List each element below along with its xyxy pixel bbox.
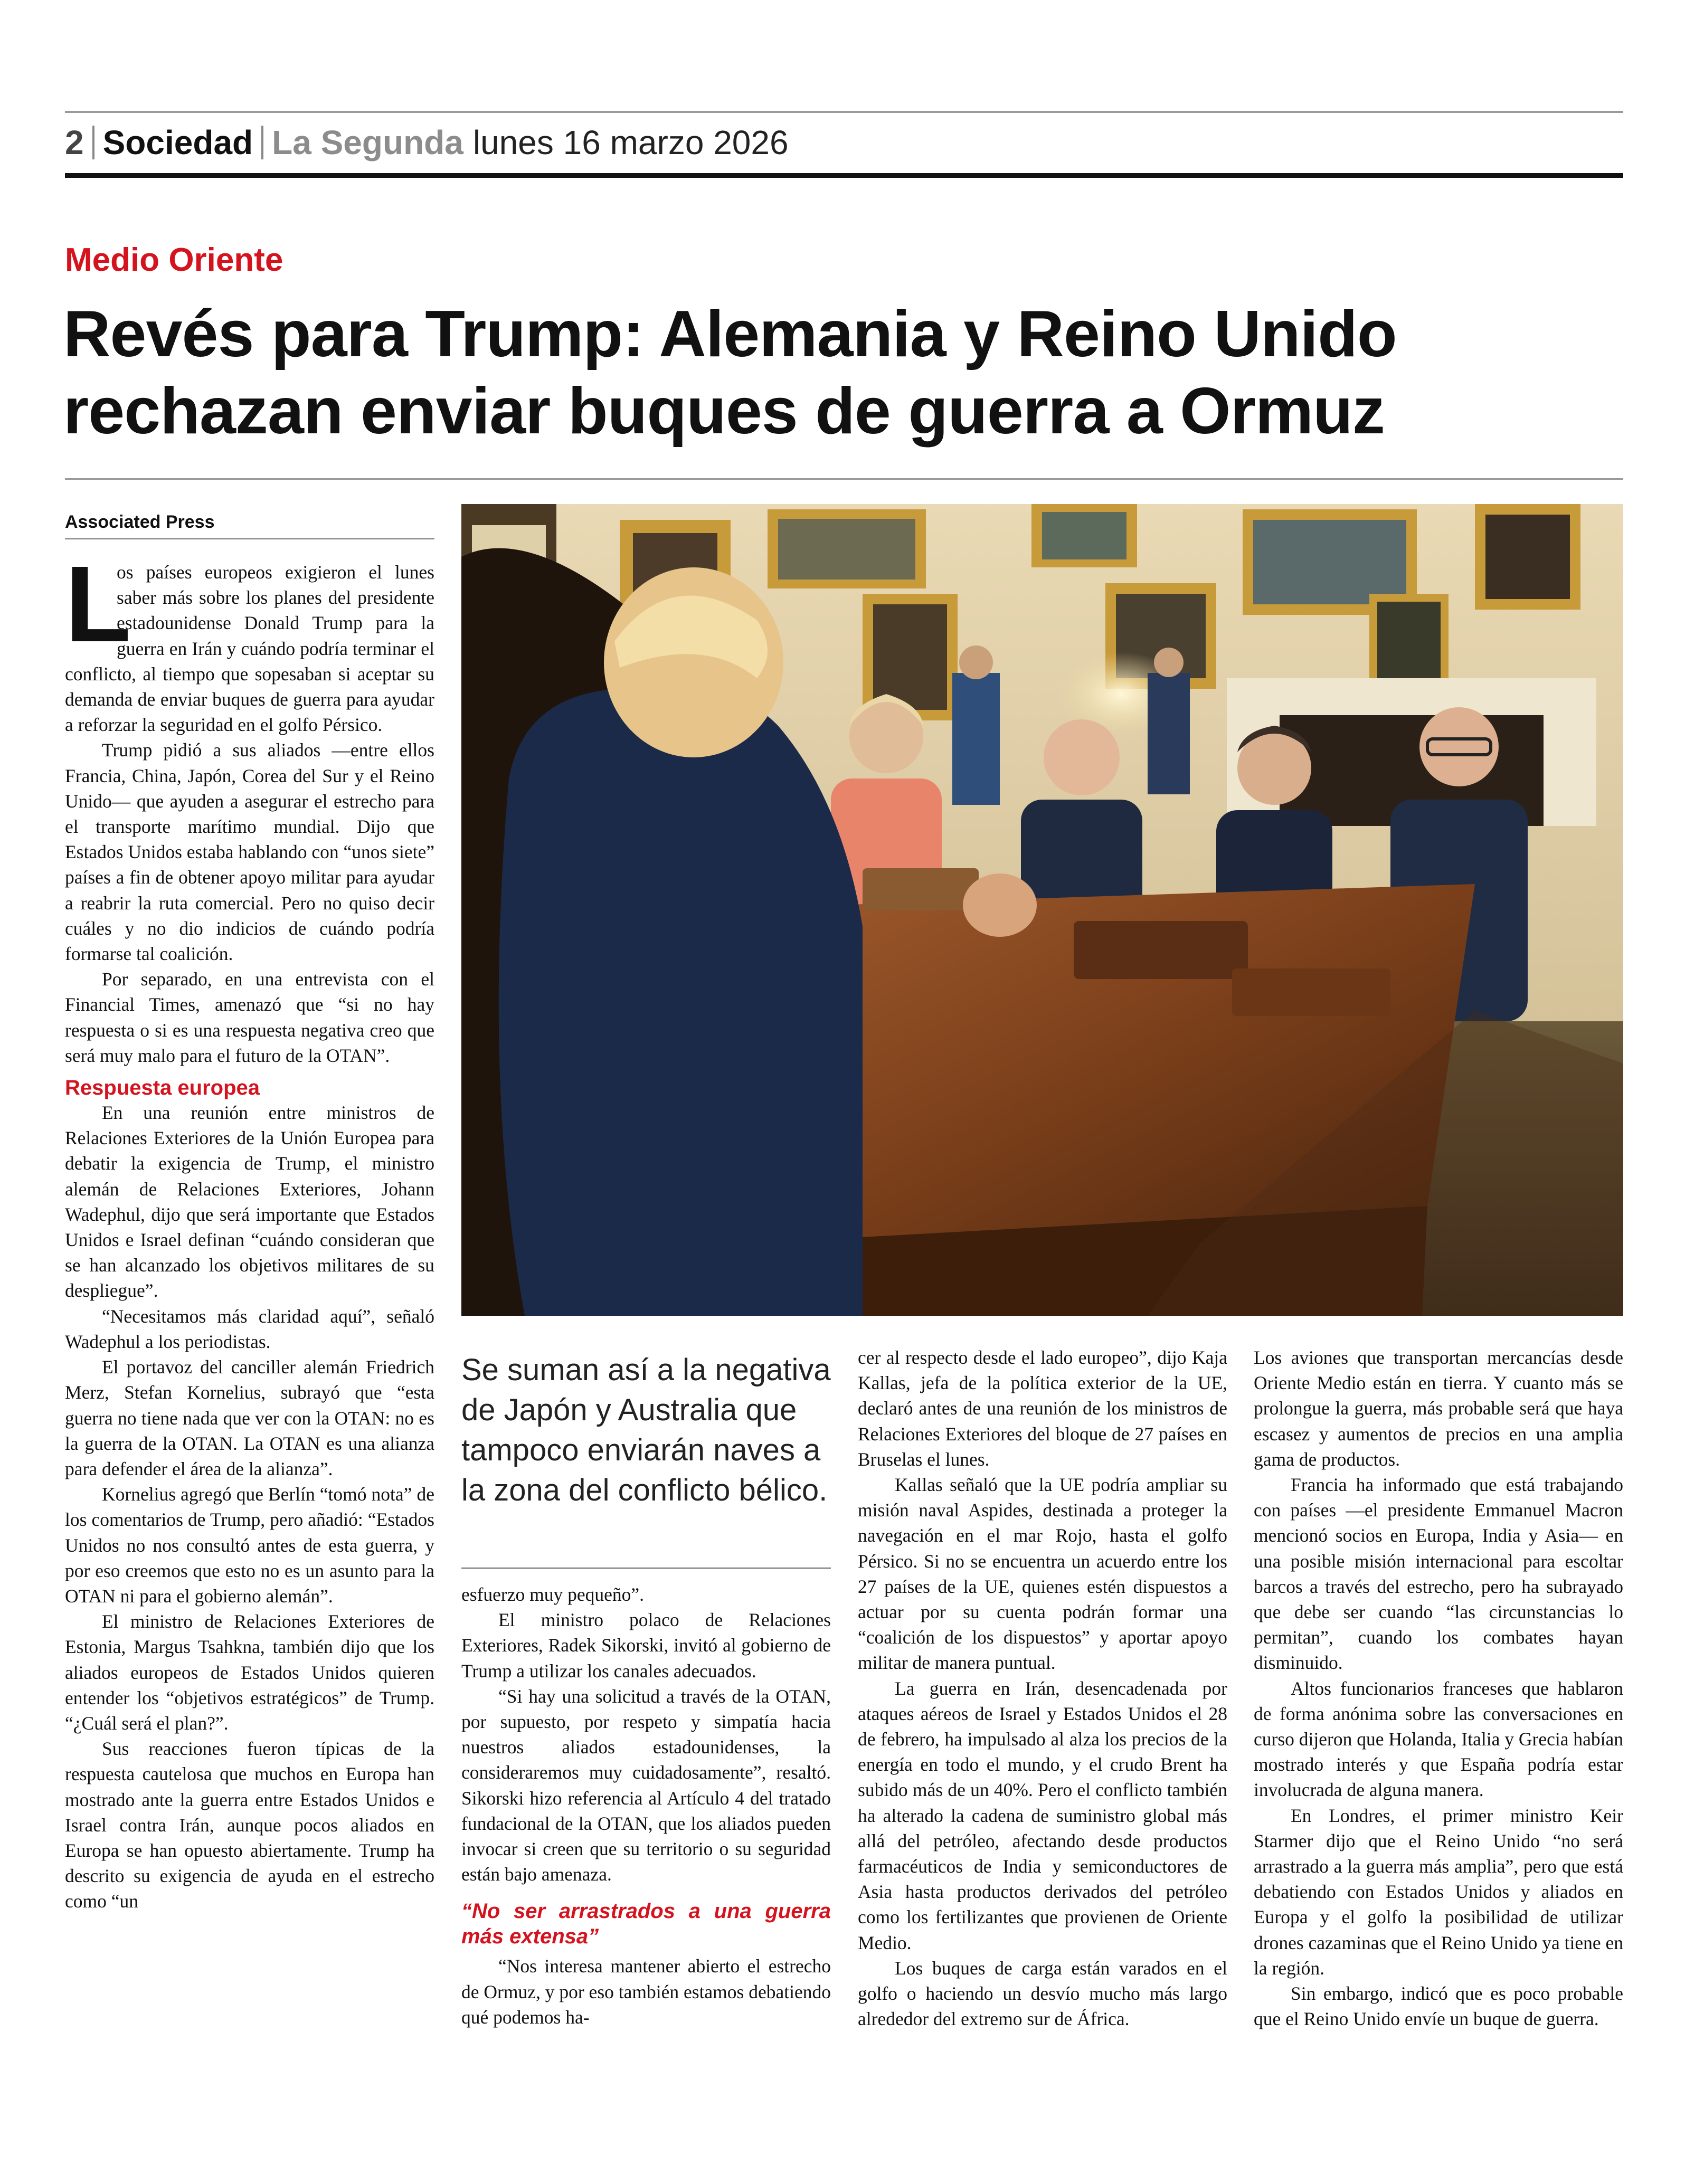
paragraph: “Necesitamos más claridad aquí”, señaló Wadephul a los periodistas.: [65, 1305, 434, 1352]
paragraph: Los aviones que transportan mercancías desde Oriente Medio están en tierra. Y cuanto más se prolongue la guerra, más probable será que haya escasez y aumentos de precios en una amplia gama de productos.: [1254, 1347, 1623, 1470]
paragraph: Sin embargo, indicó que es poco probable que el Reino Unido envíe un buque de guerra.: [1254, 1983, 1623, 2030]
pull-quote: Se suman así a la negativa de Japón y Australia que tampoco enviarán naves a la zona del conflicto bélico.: [461, 1353, 831, 1507]
lead-paragraph: [65, 544, 434, 737]
paragraph: El ministro polaco de Relaciones Exteriores, Radek Sikorski, invitó al gobierno de Trump a utilizar los canales adecuados.: [461, 1609, 831, 1682]
paragraph: Sus reacciones fueron típicas de la respuesta cautelosa que muchos en Europa han mostrado ante la guerra entre Estados Unidos e Israel contra Irán, aunque pocos aliados en Europa se han opuesto abiertamente. Trump ha descrito su exigencia de ayuda en el estrecho como “un: [65, 1738, 434, 1912]
section-name: Sociedad: [94, 126, 264, 159]
paragraph: El portavoz del canciller alemán Friedrich Merz, Stefan Kornelius, subrayó que “esta guerra no tiene nada que ver con la OTAN: no es la guerra de la OTAN. La OTAN es una alianza para defender el área de la alianza”.: [65, 1356, 434, 1479]
column-4: [1254, 1345, 1623, 2031]
article-photo: [461, 504, 1623, 1316]
issue-date: lunes 16 marzo 2026: [472, 124, 789, 162]
paragraph: esfuerzo muy pequeño”.: [461, 1584, 644, 1605]
column-2: [461, 1582, 831, 2030]
paragraph: El ministro de Relaciones Exteriores de Estonia, Margus Tsahkna, también dijo que los aliados europeos de Estados Unidos quieren entender los “objetivos estratégicos” de Trump. “¿Cuál será el plan?”.: [65, 1611, 434, 1734]
paragraph: Los buques de carga están varados en el golfo o haciendo un desvío mucho más largo alrededor del extremo sur de África.: [858, 1957, 1227, 2030]
paragraph: Altos funcionarios franceses que hablaron de forma anónima sobre las conversaciones en curso dijeron que Holanda, Italia y Grecia habían mostrado interés y que España podría estar involucrada de alguna manera.: [1254, 1677, 1623, 1801]
paragraph: Kallas señaló que la UE podría ampliar su misión naval Aspides, destinada a proteger la navegación en el mar Rojo, hasta el golfo Pérsico. Si no se encuentra un acuerdo entre los 27 países de la UE, quienes estén dispuestos a actuar por su cuenta podrán formar una “coalición de los dispuestos” y aportar apoyo militar de manera puntual.: [858, 1474, 1227, 1674]
paragraph: En una reunión entre ministros de Relaciones Exteriores de la Unión Europea para debatir la exigencia de Trump, el ministro alemán de Relaciones Exteriores, Johann Wadephul, dijo que será importante que Estados Unidos e Israel definan “cuándo consideran que se han alcanzado los objetivos militares de su despliegue”.: [65, 1102, 434, 1302]
subhead-no-ser-arrastrados: “No ser arrastrados a una guerra más extensa”: [461, 1900, 831, 1949]
paragraph: Kornelius agregó que Berlín “tomó nota” de los comentarios de Trump, pero añadió: “Estados Unidos no nos consultó antes de esta guerra, y por eso creemos que esto no es un asunto para la OTAN ni para el gobierno alemán”.: [65, 1484, 434, 1607]
publication-name: La Segunda: [272, 124, 463, 162]
byline: Associated Press: [65, 512, 215, 532]
column-3: [858, 1345, 1227, 2031]
subhead-respuesta-europea: Respuesta europea: [65, 1076, 260, 1100]
column-1: [65, 544, 434, 1914]
byline-rule: [65, 538, 434, 539]
paragraph: “Si hay una solicitud a través de la OTAN, por supuesto, por respeto y simpatía hacia nuestros aliados estadounidenses, la consideraremos muy cuidadosamente”, resaltó. Sikorski hizo referencia al Artículo 4 del tratado fundacional de la OTAN, que los aliados pueden invocar si creen que su territorio o su seguridad están bajo amenaza.: [461, 1685, 831, 1885]
paragraph: En Londres, el primer ministro Keir Starmer dijo que el Reino Unido “no será arrastrado a la guerra más amplia”, pero que está debatiendo con Estados Unidos y aliados en Europa y el golfo la posibilidad de utilizar drones cazaminas que el Reino Unido ya tiene en la región.: [1254, 1805, 1623, 1979]
paragraph: Por separado, en una entrevista con el Financial Times, amenazó que “si no hay respuesta o si es una respuesta negativa creo que será muy malo para el futuro de la OTAN”.: [65, 968, 434, 1066]
article-headline: Revés para Trump: Alemania y Reino Unido rechazan enviar buques de guerra a Ormuz: [63, 298, 1397, 448]
paragraph: Trump pidió a sus aliados —entre ellos Francia, China, Japón, Corea del Sur y el Reino Unido— que ayuden a asegurar el estrecho para el transporte marítimo mundial. Dijo que Estados Unidos estaba hablando con “unos siete” países a fin de obtener apoyo militar para ayudar a reabrir la ruta comercial. Pero no quiso decir cuáles y no dio indicios de cuándo podría formarse tal coalición.: [65, 739, 434, 965]
top-rule: [65, 111, 1623, 113]
lead-text: os países europeos exigieron el lunes saber más sobre los planes del presidente estadounidense Donald Trump para la guerra en Irán y cuándo podría terminar el conflicto, al tiempo que sopesaban si aceptar su demanda de enviar buques de guerra para ayudar a reforzar la seguridad en el golfo Pérsico.: [65, 562, 434, 736]
pull-quote-rule: [461, 1568, 831, 1569]
photo-illustration: [461, 504, 1623, 1316]
header-rule: [65, 173, 1623, 178]
drop-cap: L: [65, 544, 131, 664]
page-header: [65, 116, 789, 169]
headline-rule: [65, 478, 1623, 480]
paragraph: Francia ha informado que está trabajando con países —el presidente Emmanuel Macron mencionó socios en Europa, India y Asia— en una posible misión internacional para escoltar barcos a través del estrecho, pero ha subrayado que debe ser cuando “las circunstancias lo permitan”, cuando los combates hayan disminuido.: [1254, 1474, 1623, 1674]
article-kicker: Medio Oriente: [65, 242, 283, 278]
paragraph: “Nos interesa mantener abierto el estrecho de Ormuz, y por eso también estamos debatiendo qué podemos ha-: [461, 1955, 831, 2028]
paragraph: cer al respecto desde el lado europeo”, dijo Kaja Kallas, jefa de la política exterior de la UE, declaró antes de una reunión de los ministros de Relaciones Exteriores del bloque de 27 países en Bruselas el lunes.: [858, 1347, 1227, 1470]
page-number: 2: [65, 126, 94, 159]
paragraph: La guerra en Irán, desencadenada por ataques aéreos de Israel y Estados Unidos el 28 de febrero, ha impulsado al alza los precios de la energía en todo el mundo, y el crudo Brent ha subido más de un 40%. Pero el conflicto también ha alterado la cadena de suministro global más allá del petróleo, afectando desde productos farmacéuticos de India y semiconductores de Asia hasta productos derivados del petróleo como los fertilizantes que provienen de Oriente Medio.: [858, 1677, 1227, 1953]
